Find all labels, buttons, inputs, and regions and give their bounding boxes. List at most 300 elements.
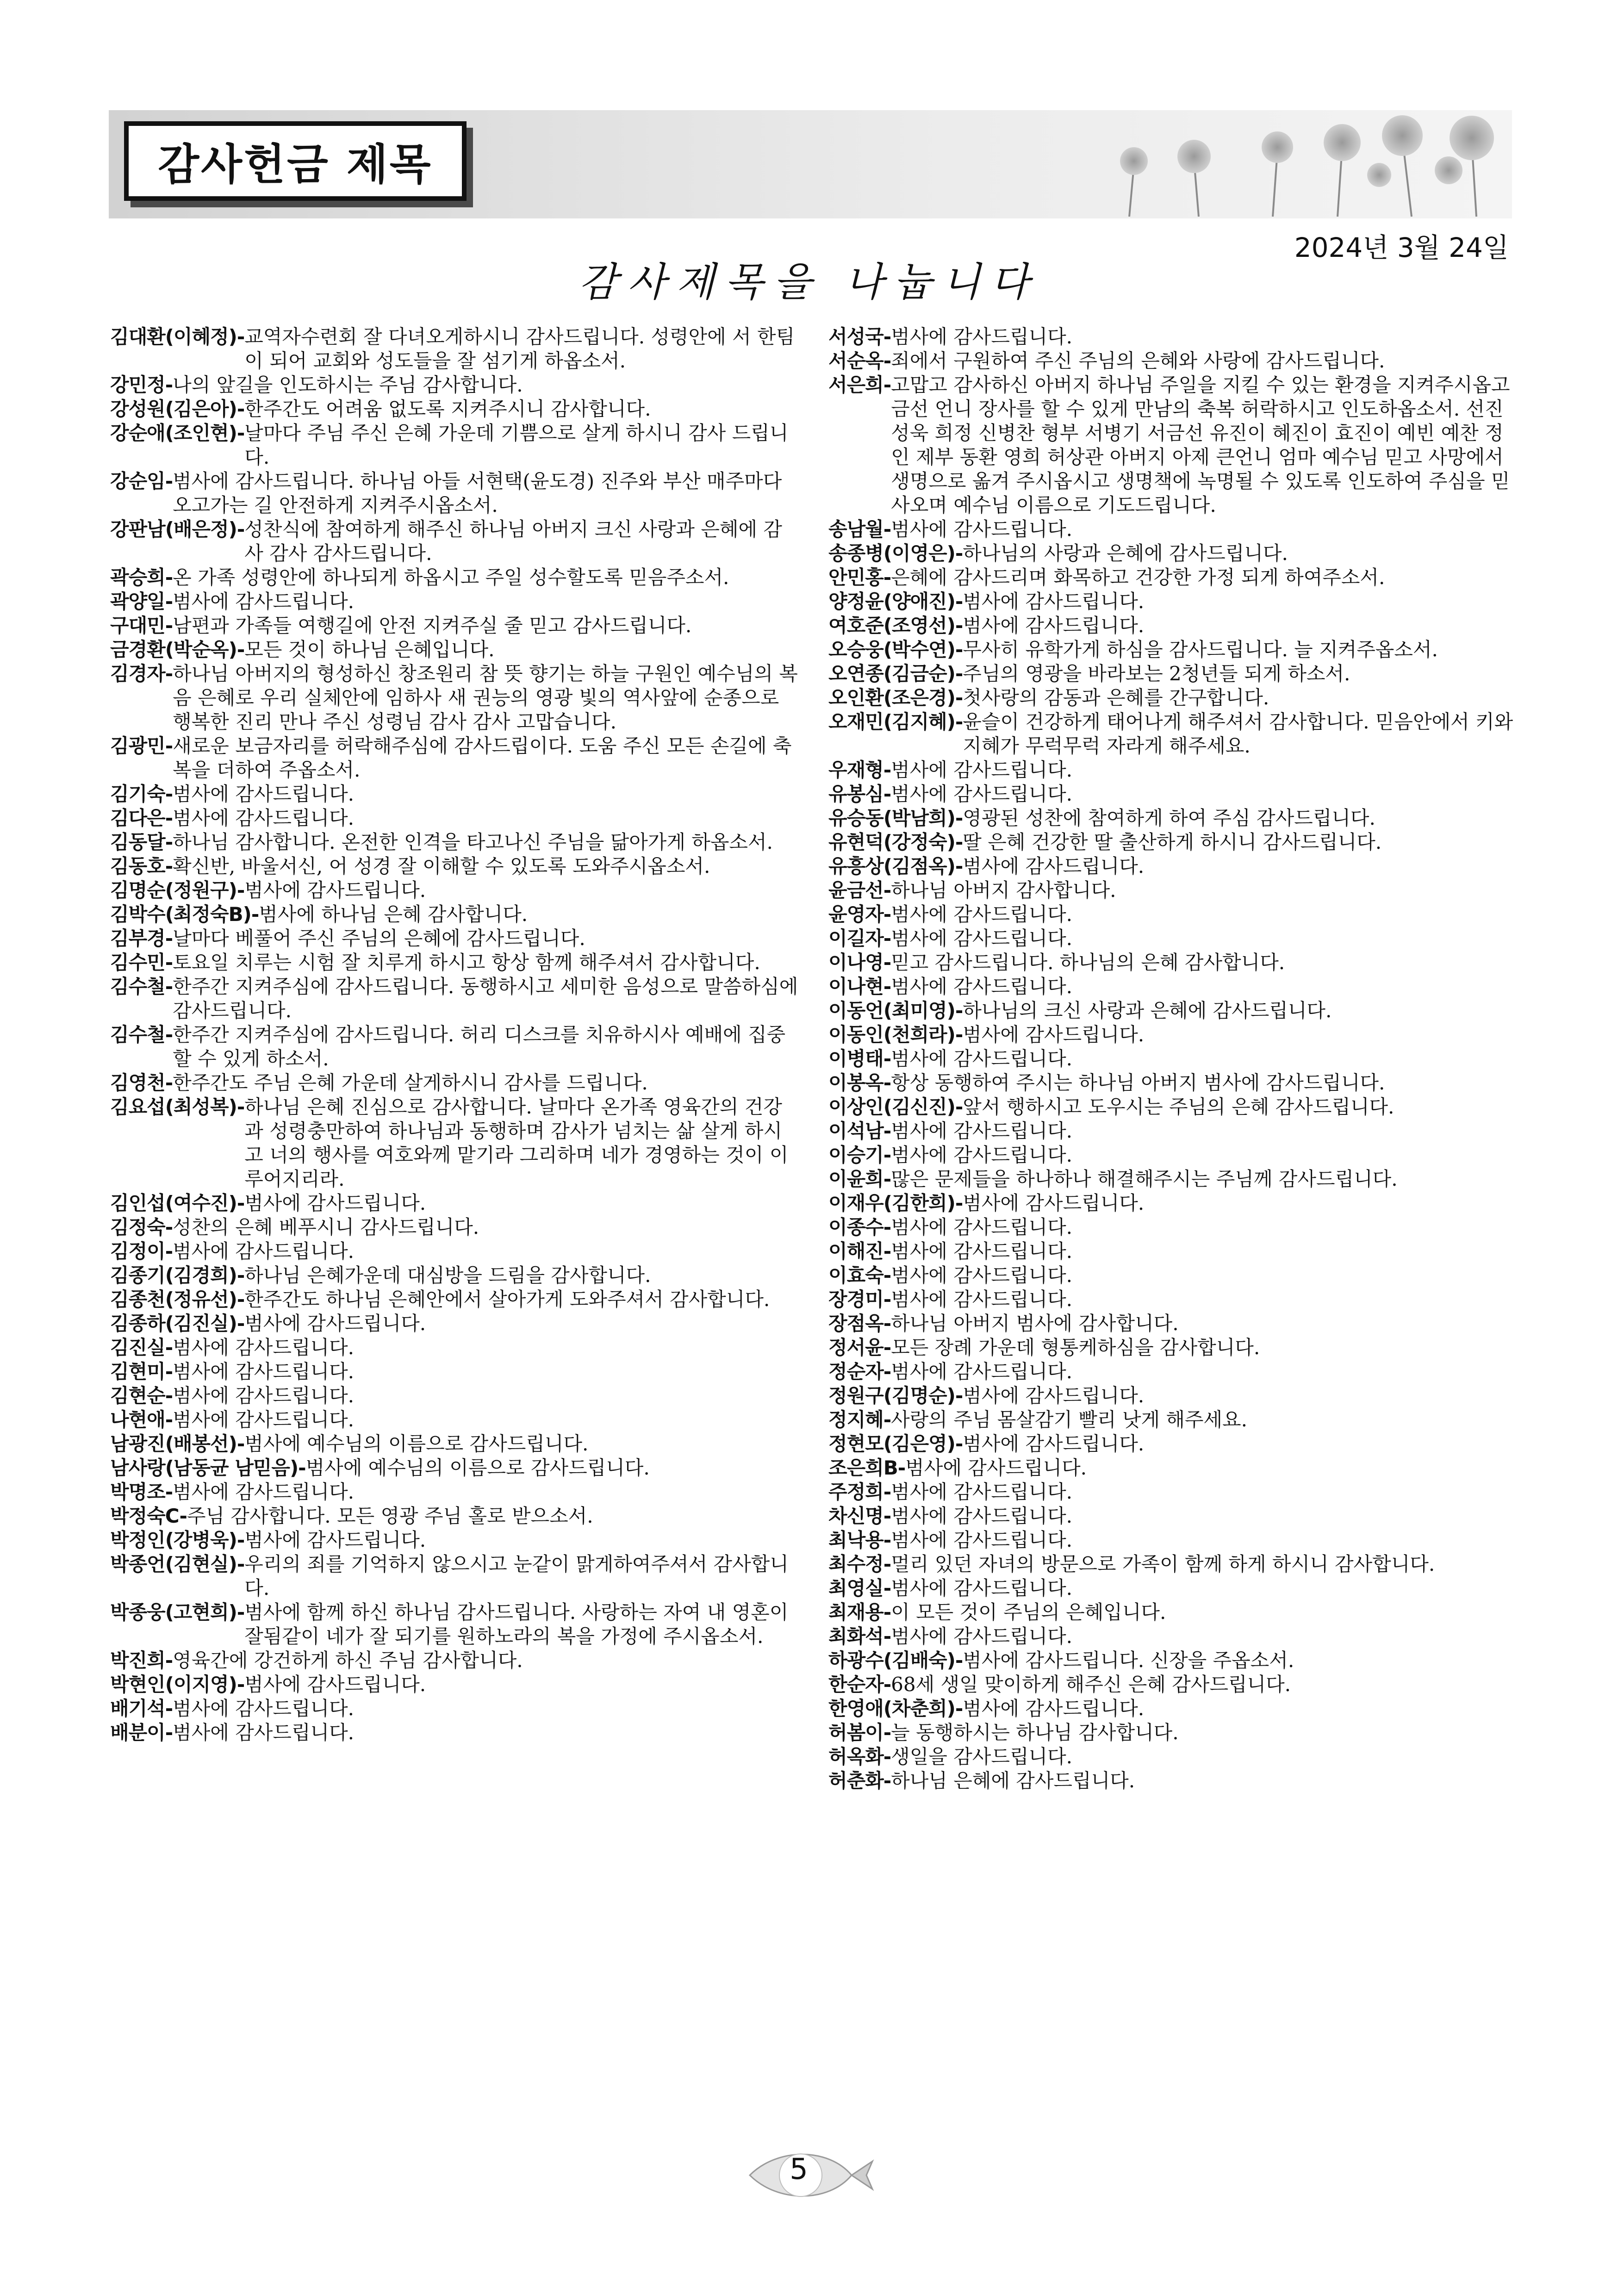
list-item: [110, 469, 800, 517]
entry-message: 모든 장례 가운데 형통케하심을 감사합니다.: [891, 1336, 1260, 1359]
entry-message: 범사에 감사드립니다. 신장을 주옵소서.: [963, 1649, 1294, 1672]
list-item: [828, 517, 1513, 541]
entry-name: 송종병(이영은)-: [828, 542, 963, 565]
list-item: [828, 927, 1513, 951]
entry-message: 영광된 성찬에 참여하게 하여 주심 감사드립니다.: [963, 807, 1375, 829]
entry-message: 범사에 예수님의 이름으로 감사드립니다.: [305, 1456, 650, 1479]
entry-message: 한주간 지켜주심에 감사드립니다. 허리 디스크를 치유하시사 예배에 집중할 수 있게 하소서.: [173, 1023, 786, 1070]
list-item: [828, 1721, 1513, 1745]
entry-name: 김동달-: [110, 831, 173, 853]
entry-message: 범사에 감사드립니다.: [905, 1456, 1087, 1479]
list-item: [828, 1191, 1513, 1215]
entry-name: 김수철-: [110, 975, 173, 998]
list-item: [110, 1528, 800, 1552]
list-item: [828, 1745, 1513, 1769]
list-item: [110, 325, 800, 373]
list-item: [828, 1095, 1513, 1119]
entry-message: 한주간 지켜주심에 감사드립니다. 동행하시고 세미한 음성으로 말씀하심에 감사드립니다.: [173, 975, 798, 1022]
list-item: [110, 566, 800, 590]
entry-name: 우재형-: [828, 759, 891, 781]
list-item: [828, 349, 1513, 373]
list-item: [828, 541, 1513, 566]
entry-name: 김종기(김경희)-: [110, 1264, 245, 1287]
list-item: [828, 1023, 1513, 1047]
list-item: [110, 1504, 800, 1528]
entry-name: 강순임-: [110, 470, 173, 492]
list-item: [110, 1023, 800, 1071]
entry-name: 김현미-: [110, 1360, 173, 1383]
entry-name: 유승동(박남희)-: [828, 807, 963, 829]
list-item: [110, 1191, 800, 1215]
entry-name: 남사랑(남동균 남믿음)-: [110, 1456, 306, 1479]
entry-name: 강순애(조인현)-: [110, 422, 245, 444]
entry-name: 배기석-: [110, 1697, 173, 1720]
entry-message: 주님의 영광을 바라보는 2청년들 되게 하소서.: [963, 662, 1350, 685]
entry-name: 이효숙-: [828, 1264, 891, 1287]
entry-message: 범사에 감사드립니다.: [891, 1120, 1073, 1142]
entry-message: 나의 앞길을 인도하시는 주님 감사합니다.: [173, 373, 523, 396]
entry-name: 배분이-: [110, 1721, 173, 1744]
list-item: [828, 830, 1513, 854]
entry-name: 김현순-: [110, 1384, 173, 1407]
list-item: [110, 1721, 800, 1745]
list-item: [828, 1143, 1513, 1167]
entry-message: 범사에 감사드립니다.: [963, 1432, 1145, 1455]
entry-name: 김부경-: [110, 927, 173, 950]
list-item: [110, 1649, 800, 1673]
list-item: [828, 999, 1513, 1023]
entry-message: 범사에 감사드립니다.: [173, 1240, 355, 1263]
list-item: [828, 758, 1513, 782]
entry-name: 이나영-: [828, 951, 891, 974]
list-item: [828, 1456, 1513, 1480]
entry-message: 늘 동행하시는 하나님 감사합니다.: [891, 1721, 1179, 1744]
entry-message: 범사에 감사드립니다.: [173, 1408, 355, 1431]
entry-message: 범사에 감사드립니다.: [173, 590, 355, 613]
entry-message: 범사에 감사드립니다.: [963, 614, 1145, 637]
entry-message: 범사에 감사드립니다.: [173, 807, 355, 829]
entry-name: 남광진(배봉선)-: [110, 1432, 245, 1455]
entry-name: 차신명-: [828, 1505, 891, 1527]
list-item: [110, 662, 800, 734]
list-item: [110, 878, 800, 902]
list-item: [110, 614, 800, 638]
list-item: [828, 1312, 1513, 1336]
date-label: 2024년 3월 24일: [1294, 232, 1509, 263]
entry-message: 범사에 감사드립니다.: [244, 879, 426, 902]
entry-name: 최수정-: [828, 1553, 891, 1575]
entry-name: 유봉심-: [828, 783, 891, 805]
entry-message: 남편과 가족들 여행길에 안전 지켜주실 줄 믿고 감사드립니다.: [173, 614, 692, 637]
entry-message: 범사에 감사드립니다.: [173, 1336, 355, 1359]
list-item: [110, 590, 800, 614]
entry-name: 김영천-: [110, 1071, 173, 1094]
entry-name: 김진실-: [110, 1336, 173, 1359]
entry-name: 박현인(이지영)-: [110, 1673, 245, 1696]
list-item: [110, 951, 800, 975]
entry-name: 강판남(배은정)-: [110, 518, 245, 541]
list-item: [828, 1432, 1513, 1456]
entry-name: 하광수(김배숙)-: [828, 1649, 963, 1672]
list-item: [110, 1288, 800, 1312]
entry-name: 이해진-: [828, 1240, 891, 1263]
entry-message: 범사에 감사드립니다.: [891, 1144, 1073, 1166]
list-item: [828, 1047, 1513, 1071]
entry-name: 김기숙-: [110, 783, 173, 805]
entry-name: 곽양일-: [110, 590, 173, 613]
entry-name: 이석남-: [828, 1120, 891, 1142]
list-item: [828, 1576, 1513, 1600]
entry-message: 범사에 감사드립니다.: [891, 783, 1073, 805]
entry-name: 허봄이-: [828, 1721, 891, 1744]
entry-message: 온 가족 성령안에 하나되게 하옵시고 주일 성수할도록 믿음주소서.: [173, 566, 729, 589]
entry-name: 박진희-: [110, 1649, 173, 1672]
list-item: [110, 927, 800, 951]
entry-name: 허옥화-: [828, 1745, 891, 1768]
list-item: [110, 1360, 800, 1384]
entry-name: 금경환(박순옥)-: [110, 638, 245, 661]
list-item: [110, 1215, 800, 1239]
entry-name: 김대환(이혜정)-: [110, 325, 245, 348]
entry-name: 김동호-: [110, 855, 173, 877]
list-item: [110, 1552, 800, 1600]
entry-name: 이승기-: [828, 1144, 891, 1166]
list-item: [828, 662, 1513, 686]
entry-name: 곽승희-: [110, 566, 173, 589]
entry-name: 정서윤-: [828, 1336, 891, 1359]
entry-name: 장경미-: [828, 1288, 891, 1311]
entry-name: 이종수-: [828, 1216, 891, 1238]
list-item: [828, 1649, 1513, 1673]
left-column: [110, 325, 800, 1745]
entry-name: 서순옥-: [828, 349, 891, 372]
page-title-box: [124, 121, 467, 201]
entry-name: 김명순(정원구)-: [110, 879, 245, 902]
entry-message: 항상 동행하여 주시는 하나님 아버지 범사에 감사드립니다.: [891, 1071, 1385, 1094]
list-item: [828, 806, 1513, 830]
list-item: [828, 710, 1513, 758]
entry-message: 무사히 유학가게 하심을 감사드립니다. 늘 지켜주옵소서.: [963, 638, 1438, 661]
entry-name: 윤금선-: [828, 879, 891, 902]
list-item: [828, 1336, 1513, 1360]
entry-name: 김수철-: [110, 1023, 173, 1046]
entry-message: 범사에 감사드립니다.: [244, 1312, 426, 1335]
page-title: 감사헌금 제목: [158, 140, 433, 189]
entry-message: 한주간도 주님 은혜 가운데 살게하시니 감사를 드립니다.: [173, 1071, 648, 1094]
entry-name: 조은희B-: [828, 1456, 906, 1479]
list-item: [110, 1697, 800, 1721]
entry-name: 김정숙-: [110, 1216, 173, 1238]
list-item: [110, 1456, 800, 1480]
entry-name: 이상인(김신진)-: [828, 1095, 963, 1118]
list-item: [828, 1769, 1513, 1793]
list-item: [828, 1480, 1513, 1504]
subtitle: 감사제목을 나눕니다: [579, 259, 1039, 305]
list-item: [110, 1336, 800, 1360]
list-item: [828, 686, 1513, 710]
entry-message: 범사에 감사드립니다.: [963, 590, 1145, 613]
list-item: [828, 1263, 1513, 1288]
list-item: [828, 1697, 1513, 1721]
entry-message: 하나님 은혜에 감사드립니다.: [891, 1769, 1135, 1792]
entry-name: 한순자-: [828, 1673, 891, 1696]
list-item: [110, 830, 800, 854]
list-item: [828, 1504, 1513, 1528]
list-item: [828, 1215, 1513, 1239]
list-item: [828, 1360, 1513, 1384]
list-item: [110, 1673, 800, 1697]
entry-name: 오재민(김지혜)-: [828, 710, 963, 733]
list-item: [828, 566, 1513, 590]
entry-message: 주님 감사합니다. 모든 영광 주님 홀로 받으소서.: [187, 1505, 593, 1527]
entry-name: 양정윤(양애진)-: [828, 590, 963, 613]
entry-message: 교역자수련회 잘 다녀오게하시니 감사드립니다. 성령안에 서 한팀이 되어 교회와 성도들을 잘 섬기게 하옵소서.: [244, 325, 795, 372]
entry-message: 범사에 감사드립니다.: [173, 1360, 355, 1383]
entry-name: 최낙용-: [828, 1529, 891, 1551]
entry-name: 유현덕(강정숙)-: [828, 831, 963, 853]
entry-name: 유흥상(김점옥)-: [828, 855, 963, 877]
list-item: [828, 854, 1513, 878]
list-item: [110, 975, 800, 1023]
entry-name: 장점옥-: [828, 1312, 891, 1335]
entry-message: 우리의 죄를 기억하지 않으시고 눈같이 맑게하여주셔서 감사합니다.: [244, 1553, 789, 1599]
entry-name: 김종하(김진실)-: [110, 1312, 245, 1335]
entry-name: 나현애-: [110, 1408, 173, 1431]
entry-message: 첫사랑의 감동과 은혜를 간구합니다.: [963, 686, 1270, 709]
entry-name: 김박수(최정숙B)-: [110, 903, 259, 926]
entry-message: 범사에 감사드립니다.: [891, 975, 1073, 998]
list-item: [110, 373, 800, 397]
list-item: [828, 1408, 1513, 1432]
entry-message: 범사에 감사드립니다.: [244, 1673, 426, 1696]
entry-message: 범사에 감사드립니다.: [891, 1047, 1073, 1070]
entry-name: 주정희-: [828, 1481, 891, 1503]
entry-name: 이봉옥-: [828, 1071, 891, 1094]
entry-message: 새로운 보금자리를 허락해주심에 감사드립이다. 도움 주신 모든 손길에 축복을 더하여 주옵소서.: [173, 734, 792, 781]
list-item: [828, 975, 1513, 999]
entry-message: 범사에 감사드립니다.: [244, 1192, 426, 1214]
entry-message: 모든 것이 하나님 은혜입니다.: [244, 638, 495, 661]
entry-name: 김종천(정유선)-: [110, 1288, 245, 1311]
entry-message: 범사에 감사드립니다.: [891, 1240, 1073, 1263]
entry-message: 범사에 감사드립니다.: [891, 1288, 1073, 1311]
list-item: [828, 1384, 1513, 1408]
entry-message: 한주간도 하나님 은혜안에서 살아가게 도와주셔서 감사합니다.: [244, 1288, 770, 1311]
entry-message: 범사에 감사드립니다.: [891, 1216, 1073, 1238]
entry-message: 하나님 은혜가운데 대심방을 드림을 감사합니다.: [244, 1264, 651, 1287]
list-item: [828, 782, 1513, 806]
entry-name: 최영실-: [828, 1577, 891, 1599]
list-item: [110, 397, 800, 421]
entry-name: 이병태-: [828, 1047, 891, 1070]
entry-message: 범사에 감사드립니다.: [963, 1697, 1145, 1720]
entry-name: 강민정-: [110, 373, 173, 396]
entry-message: 죄에서 구원하여 주신 주님의 은혜와 사랑에 감사드립니다.: [891, 349, 1385, 372]
entry-message: 고맙고 감사하신 아버지 하나님 주일을 지킬 수 있는 환경을 지켜주시옵고 금선 언니 장사를 할 수 있게 만남의 축복 허락하시고 인도하옵소서. 선진 성욱 희정 신병찬 형부 서병기 서금선 유진이 혜진이 효진이 예빈 예찬 정인 제부 동환 영희 허상관 아버지 아제 큰언니 엄마 예수님 믿고 사망에서 생명으로 옮겨 주시옵시고 생명책에 녹명될 수 있도록 인도하여 주심을 믿사오며 예수님 이름으로 기도드립니다.: [891, 373, 1510, 516]
entry-message: 범사에 감사드립니다.: [891, 325, 1073, 348]
entry-name: 서은희-: [828, 373, 891, 396]
entry-message: 성찬식에 참여하게 해주신 하나님 아버지 크신 사랑과 은혜에 감사 감사 감사드립니다.: [244, 518, 782, 565]
entry-message: 범사에 감사드립니다.: [891, 518, 1073, 541]
entry-message: 범사에 감사드립니다. 하나님 아들 서현택(윤도경) 진주와 부산 매주마다 오고가는 길 안전하게 지켜주시옵소서.: [173, 470, 782, 516]
entry-name: 윤영자-: [828, 903, 891, 926]
entry-name: 이동인(천희라)-: [828, 1023, 963, 1046]
entry-message: 믿고 감사드립니다. 하나님의 은혜 감사합니다.: [891, 951, 1285, 974]
entry-name: 박종언(김현실)-: [110, 1553, 245, 1575]
list-item: [828, 1528, 1513, 1552]
entry-name: 오인환(조은경)-: [828, 686, 963, 709]
list-item: [110, 1071, 800, 1095]
list-item: [110, 902, 800, 927]
entry-name: 박정숙C-: [110, 1505, 187, 1527]
entry-message: 사랑의 주님 몸살감기 빨리 낫게 해주세요.: [891, 1408, 1247, 1431]
entry-message: 범사에 하나님 은혜 감사합니다.: [259, 903, 528, 926]
entry-message: 토요일 치루는 시험 잘 치루게 하시고 항상 함께 해주셔서 감사합니다.: [173, 951, 760, 974]
list-item: [828, 878, 1513, 902]
list-item: [110, 1312, 800, 1336]
entry-message: 날마다 베풀어 주신 주님의 은혜에 감사드립니다.: [173, 927, 585, 950]
entry-name: 박종웅(고현희)-: [110, 1601, 245, 1624]
entry-message: 범사에 감사드립니다.: [963, 1384, 1145, 1407]
list-item: [110, 1432, 800, 1456]
entry-name: 최재용-: [828, 1601, 891, 1624]
list-item: [110, 1600, 800, 1649]
entry-message: 범사에 감사드립니다.: [173, 783, 355, 805]
entry-message: 범사에 감사드립니다.: [891, 1505, 1073, 1527]
entry-name: 박명조-: [110, 1481, 173, 1503]
list-item: [828, 1673, 1513, 1697]
entry-name: 김경자-: [110, 662, 173, 685]
entry-message: 범사에 감사드립니다.: [891, 1481, 1073, 1503]
entry-message: 한주간도 어려움 없도록 지켜주시니 감사합니다.: [244, 398, 651, 420]
entry-name: 강성원(김은아)-: [110, 398, 245, 420]
entry-message: 이 모든 것이 주님의 은혜입니다.: [891, 1601, 1166, 1624]
entry-name: 한영애(차춘희)-: [828, 1697, 963, 1720]
entry-message: 은혜에 감사드리며 화목하고 건강한 가정 되게 하여주소서.: [891, 566, 1385, 589]
entry-message: 하나님 아버지 감사합니다.: [891, 879, 1116, 902]
entry-message: 범사에 감사드립니다.: [891, 903, 1073, 926]
list-item: [828, 902, 1513, 927]
entry-name: 안민홍-: [828, 566, 891, 589]
entry-message: 범사에 예수님의 이름으로 감사드립니다.: [244, 1432, 589, 1455]
entry-message: 범사에 감사드립니다.: [891, 1529, 1073, 1551]
list-item: [110, 1263, 800, 1288]
entry-name: 김정이-: [110, 1240, 173, 1263]
entry-message: 영육간에 강건하게 하신 주님 감사합니다.: [173, 1649, 523, 1672]
entry-message: 하나님 은혜 진심으로 감사합니다. 날마다 온가족 영육간의 건강과 성령충만하여 하나님과 동행하며 감사가 넘치는 삶 살게 하시고 너의 행사를 여호와께 맡기라 그리하며 네가 경영하는 것이 이루어지리라.: [244, 1095, 789, 1190]
list-item: [110, 421, 800, 469]
list-item: [828, 1552, 1513, 1576]
entry-message: 딸 은혜 건강한 딸 출산하게 하시니 감사드립니다.: [963, 831, 1382, 853]
list-item: [110, 1480, 800, 1504]
entry-message: 범사에 감사드립니다.: [963, 1192, 1145, 1214]
entry-message: 윤슬이 건강하게 태어나게 해주셔서 감사합니다. 믿음안에서 키와 지혜가 무럭무럭 자라게 해주세요.: [963, 710, 1513, 757]
entry-message: 범사에 감사드립니다.: [173, 1481, 355, 1503]
entry-name: 이길자-: [828, 927, 891, 950]
list-item: [828, 1071, 1513, 1095]
list-item: [828, 614, 1513, 638]
entry-name: 최화석-: [828, 1625, 891, 1648]
list-item: [110, 1239, 800, 1263]
list-item: [110, 854, 800, 878]
entry-name: 구대민-: [110, 614, 173, 637]
list-item: [828, 638, 1513, 662]
entry-message: 멀리 있던 자녀의 방문으로 가족이 함께 하게 하시니 감사합니다.: [891, 1553, 1435, 1575]
page-footer: [741, 2143, 877, 2208]
entry-message: 하나님 감사합니다. 온전한 인격을 타고나신 주님을 닮아가게 하옵소서.: [173, 831, 773, 853]
entry-name: 오연종(김금순)-: [828, 662, 963, 685]
right-column: [828, 325, 1513, 1793]
entry-message: 범사에 감사드립니다.: [963, 855, 1145, 877]
entry-message: 범사에 감사드립니다.: [173, 1697, 355, 1720]
entry-message: 많은 문제들을 하나하나 해결해주시는 주님께 감사드립니다.: [891, 1168, 1398, 1190]
entry-message: 범사에 감사드립니다.: [891, 1577, 1073, 1599]
entry-name: 이재우(김한희)-: [828, 1192, 963, 1214]
entry-name: 정원구(김명순)-: [828, 1384, 963, 1407]
entry-name: 송남월-: [828, 518, 891, 541]
list-item: [110, 782, 800, 806]
entry-name: 서성국-: [828, 325, 891, 348]
entry-message: 범사에 감사드립니다.: [891, 759, 1073, 781]
list-item: [110, 517, 800, 566]
entry-message: 하나님의 사랑과 은혜에 감사드립니다.: [963, 542, 1288, 565]
entry-message: 범사에 감사드립니다.: [963, 1023, 1145, 1046]
list-item: [110, 1384, 800, 1408]
entry-message: 생일을 감사드립니다.: [891, 1745, 1073, 1768]
entry-name: 이윤희-: [828, 1168, 891, 1190]
list-item: [110, 1408, 800, 1432]
entry-message: 확신반, 바울서신, 어 성경 잘 이해할 수 있도록 도와주시옵소서.: [173, 855, 710, 877]
list-item: [828, 1239, 1513, 1263]
entry-message: 범사에 감사드립니다.: [891, 1625, 1073, 1648]
list-item: [828, 325, 1513, 349]
entry-name: 김인섭(여수진)-: [110, 1192, 245, 1214]
list-item: [828, 951, 1513, 975]
entry-name: 허춘화-: [828, 1769, 891, 1792]
entry-message: 범사에 감사드립니다.: [244, 1529, 426, 1551]
entry-name: 김다은-: [110, 807, 173, 829]
entry-message: 하나님 아버지의 형성하신 창조원리 참 뜻 향기는 하늘 구원인 예수님의 복음 은혜로 우리 실체안에 임하사 새 권능의 영광 빛의 역사앞에 순종으로 행복한 진리 만나 주신 성령님 감사 감사 고맙습니다.: [173, 662, 798, 733]
entry-name: 정순자-: [828, 1360, 891, 1383]
list-item: [828, 1600, 1513, 1624]
entry-name: 이나현-: [828, 975, 891, 998]
entry-message: 범사에 감사드립니다.: [891, 927, 1073, 950]
list-item: [110, 638, 800, 662]
list-item: [828, 1119, 1513, 1143]
list-item: [828, 1624, 1513, 1649]
list-item: [828, 373, 1513, 517]
entry-message: 범사에 감사드립니다.: [891, 1360, 1073, 1383]
entry-name: 정지혜-: [828, 1408, 891, 1431]
entry-name: 이동언(최미영)-: [828, 999, 963, 1022]
entry-message: 68세 생일 맞이하게 해주신 은혜 감사드립니다.: [891, 1673, 1291, 1696]
entry-message: 하나님의 크신 사랑과 은혜에 감사드립니다.: [963, 999, 1332, 1022]
entry-message: 범사에 감사드립니다.: [173, 1721, 355, 1744]
entry-message: 범사에 감사드립니다.: [891, 1264, 1073, 1287]
entry-message: 날마다 주님 주신 은혜 가운데 기쁨으로 살게 하시니 감사 드립니다.: [244, 422, 789, 468]
entry-message: 앞서 행하시고 도우시는 주님의 은혜 감사드립니다.: [963, 1095, 1394, 1118]
entry-message: 범사에 함께 하신 하나님 감사드립니다. 사랑하는 자여 내 영혼이 잘됨같이 네가 잘 되기를 원하노라의 복을 가정에 주시옵소서.: [244, 1601, 789, 1648]
entry-name: 김요섭(최성복)-: [110, 1095, 245, 1118]
entry-message: 범사에 감사드립니다.: [173, 1384, 355, 1407]
flower-decoration-icon: [1078, 110, 1512, 218]
entry-name: 김수민-: [110, 951, 173, 974]
list-item: [110, 734, 800, 782]
list-item: [110, 806, 800, 830]
entry-message: 성찬의 은혜 베푸시니 감사드립니다.: [173, 1216, 479, 1238]
list-item: [110, 1095, 800, 1191]
entry-name: 정현모(김은영)-: [828, 1432, 963, 1455]
